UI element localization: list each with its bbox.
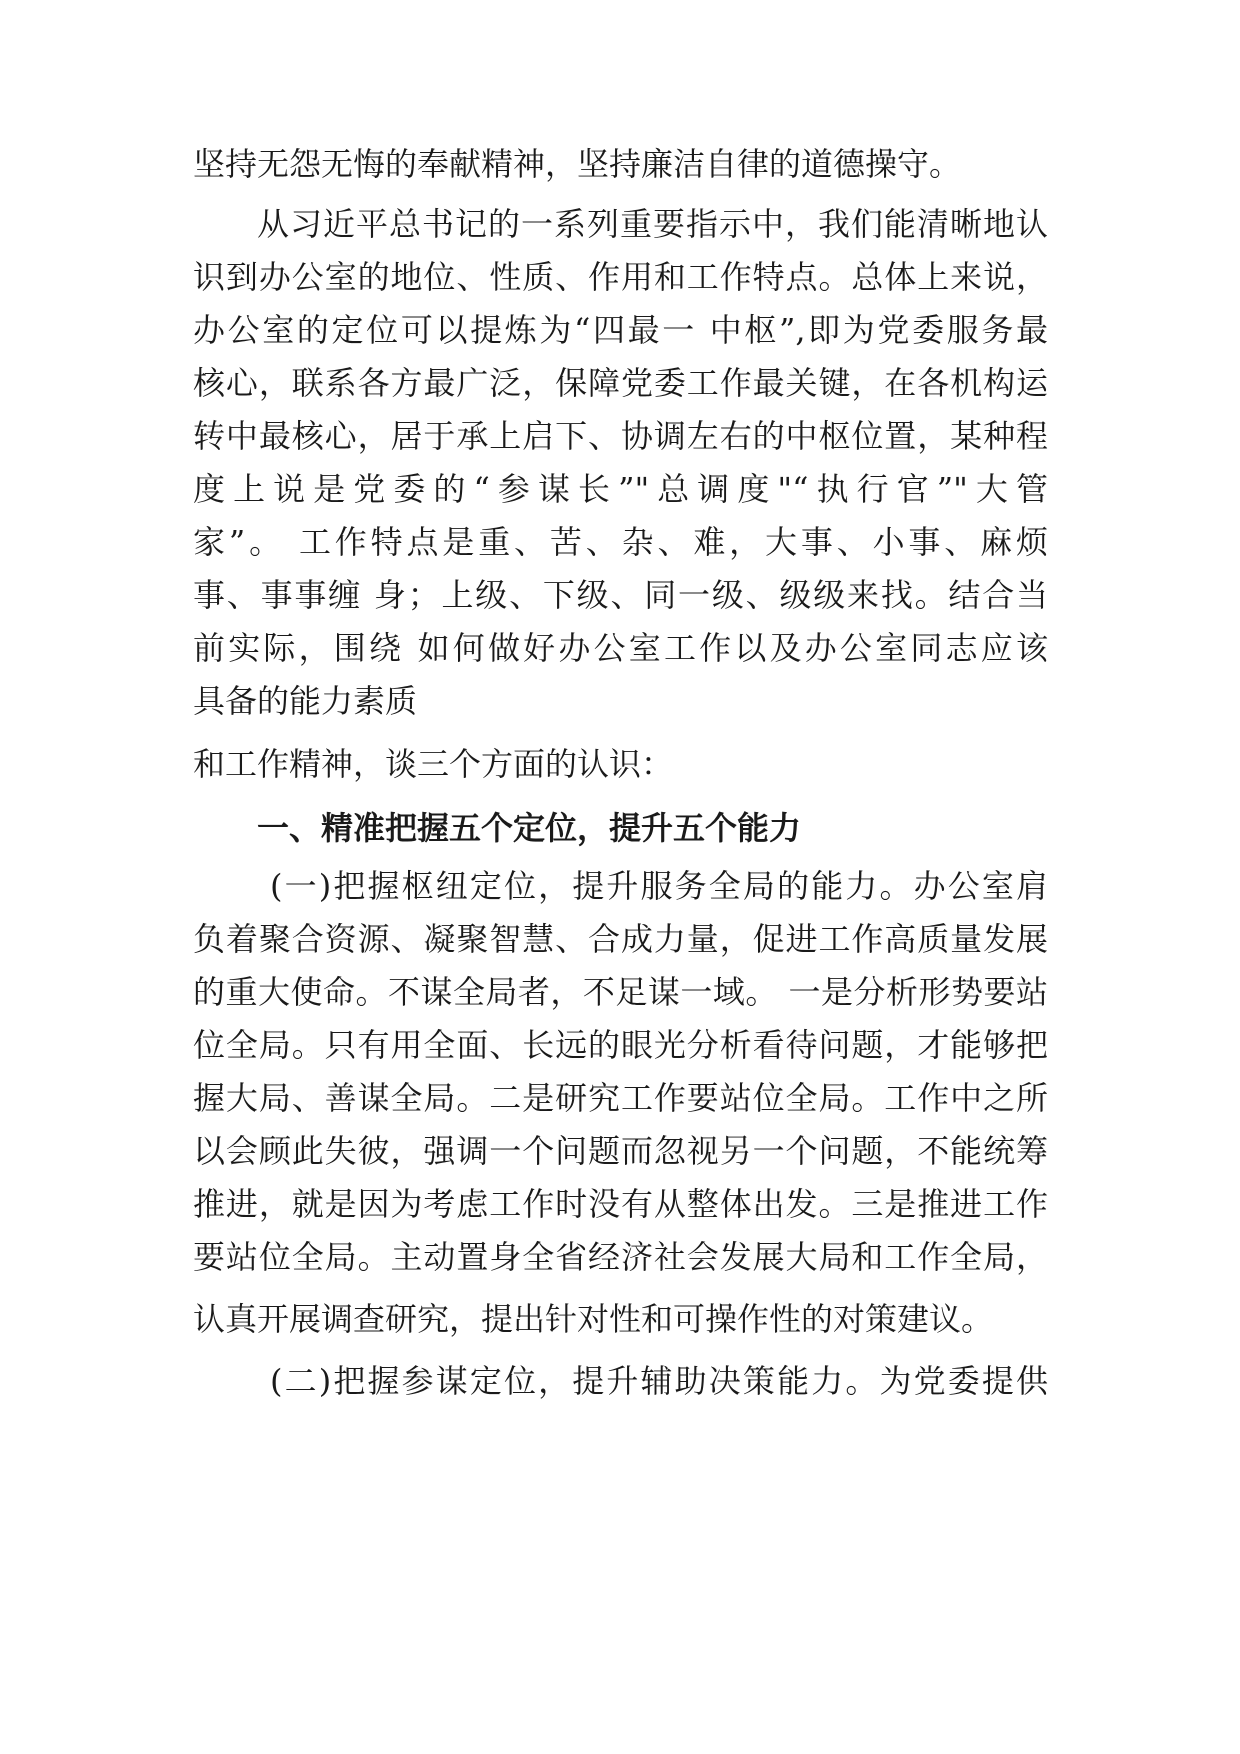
paragraph-line: 事、事事缠 身；上级、下级、同一级、级级来找。结合当 (193, 576, 1048, 614)
paragraph-line: 认真开展调查研究，提出针对性和可操作性的对策建议。 (193, 1300, 994, 1338)
paragraph-line: 度上说是党委的“参谋长”"总调度"“执行官”"大管 (193, 470, 1048, 508)
paragraph-line: (二)把握参谋定位，提升辅助决策能力。为党委提供 (270, 1362, 1048, 1400)
paragraph-line: 办公室的定位可以提炼为“四最一 中枢”,即为党委服务最 (193, 311, 1048, 349)
paragraph-line: 握大局、善谋全局。二是研究工作要站位全局。工作中之所 (193, 1079, 1048, 1117)
paragraph-line: 负着聚合资源、凝聚智慧、合成力量，促进工作高质量发展 (193, 920, 1048, 958)
paragraph-line: 以会顾此失彼，强调一个问题而忽视另一个问题，不能统筹 (193, 1132, 1048, 1170)
paragraph-line: 和工作精神，谈三个方面的认识： (193, 745, 674, 783)
paragraph-line: 前实际，围绕 如何做好办公室工作以及办公室同志应该 (193, 629, 1048, 667)
paragraph-line: 推进，就是因为考虑工作时没有从整体出发。三是推进工作 (193, 1185, 1048, 1223)
paragraph-line: 家”。 工作特点是重、苦、杂、难，大事、小事、麻烦 (193, 523, 1048, 561)
paragraph-line: 位全局。只有用全面、长远的眼光分析看待问题，才能够把 (193, 1026, 1048, 1064)
paragraph-line: 坚持无怨无悔的奉献精神，坚持廉洁自律的道德操守。 (193, 145, 962, 183)
paragraph-line: 转中最核心，居于承上启下、协调左右的中枢位置，某种程 (193, 417, 1048, 455)
section-heading: 一、精准把握五个定位，提升五个能力 (257, 809, 802, 847)
paragraph-line: 识到办公室的地位、性质、作用和工作特点。总体上来说， (193, 258, 1048, 296)
paragraph-line: 的重大使命。不谋全局者，不足谋一域。 一是分析形势要站 (193, 973, 1048, 1011)
paragraph-line: 核心，联系各方最广泛，保障党委工作最关键，在各机构运 (193, 364, 1048, 402)
paragraph-line: 从习近平总书记的一系列重要指示中，我们能清晰地认 (257, 205, 1048, 243)
paragraph-line: 要站位全局。主动置身全省经济社会发展大局和工作全局， (193, 1238, 1048, 1276)
paragraph-line: 具备的能力素质 (193, 682, 418, 720)
paragraph-line: (一)把握枢纽定位，提升服务全局的能力。办公室肩 (270, 867, 1048, 905)
